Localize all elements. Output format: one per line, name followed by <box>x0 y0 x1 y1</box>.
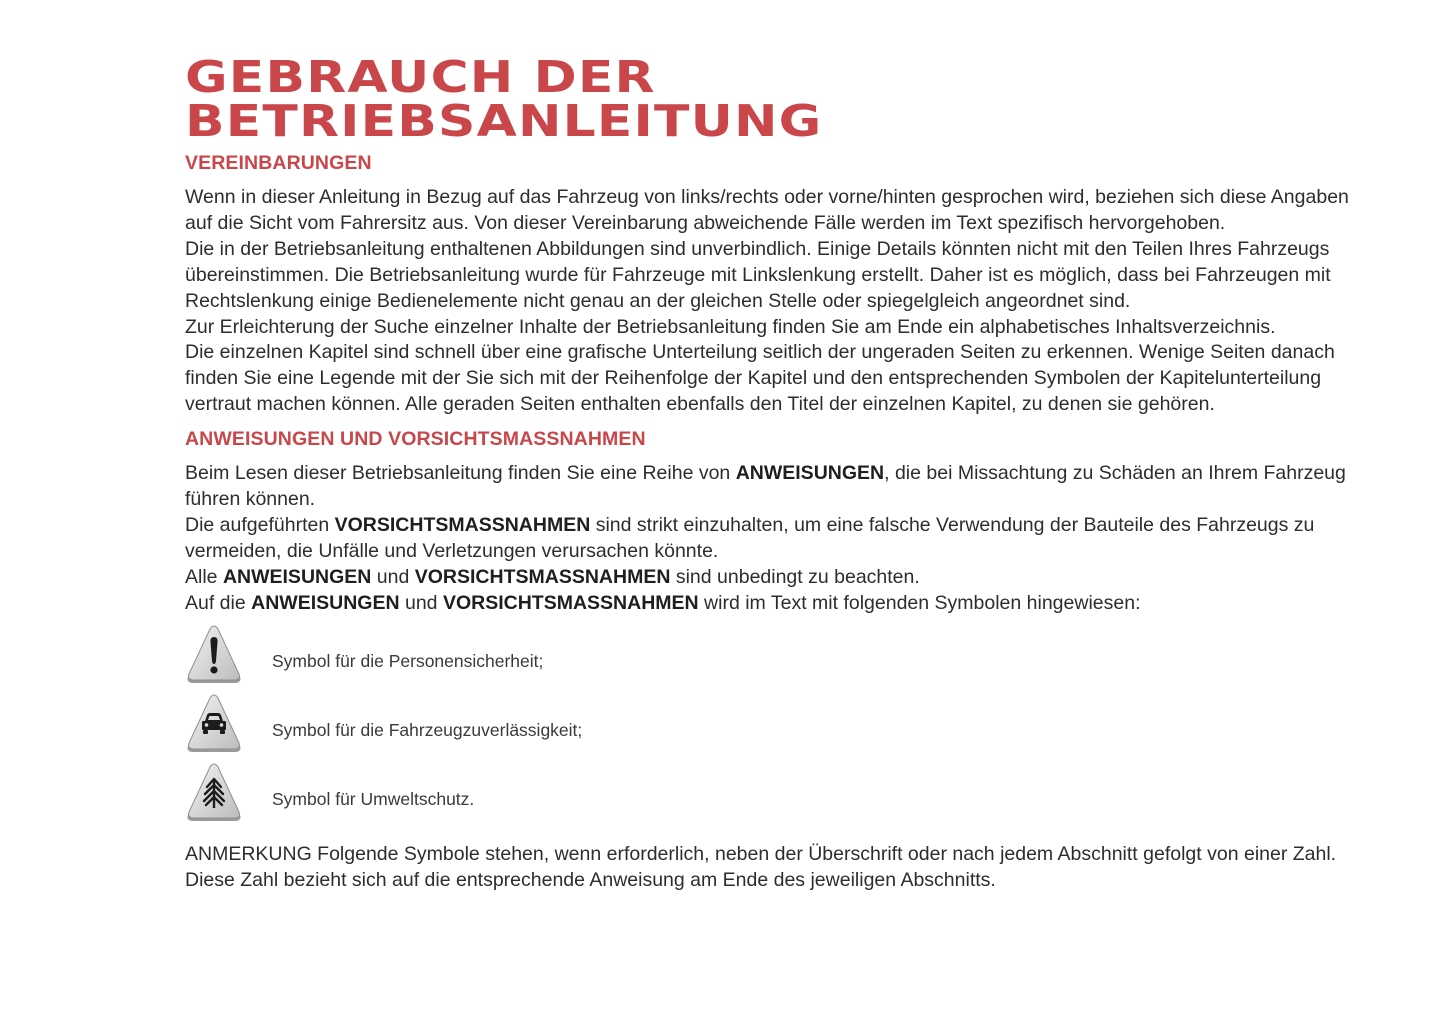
text-run: , die bei Missachtung zu Schäden an Ihrem Fahrzeug führen können. <box>185 462 1346 511</box>
text-run: Die aufgeführten <box>185 513 335 536</box>
paragraph <box>185 565 1350 591</box>
text-run: Auf die <box>185 591 252 614</box>
car-warning-icon <box>185 694 243 756</box>
symbol-legend <box>185 623 1350 828</box>
bold-term: ANWEISUNGEN <box>222 565 372 588</box>
section-heading-anweisungen: ANWEISUNGEN UND VORSICHTSMASSNAHMEN <box>185 428 646 451</box>
symbol-row-environment <box>185 761 1350 828</box>
symbol-row-personal-safety <box>185 623 1350 690</box>
text-run: Beim Lesen dieser Betriebsanleitung finden Sie eine Reihe von <box>185 462 736 485</box>
text-run: sind strikt einzuhalten, um eine falsche Verwendung der Bauteile des Fahrzeugs zu vermeiden, die Unfälle und Verletzungen verursachen könnte. <box>185 513 1315 562</box>
paragraph: Die in der Betriebsanleitung enthaltenen Abbildungen sind unverbindlich. Einige Details könnten nicht mit den Teilen Ihres Fahrzeugs übereinstimmen. Die Betriebsanleitung wurde für Fahrzeuge mit Linkslenkung erstellt. Daher ist es möglich, dass bei Fahrzeugen mit Rechtslenkung einige Bedienelemente nicht genau an der gleichen Stelle oder spiegelgleich angeordnet sind. <box>185 237 1331 312</box>
exclamation-warning-icon <box>185 625 243 687</box>
paragraph: Die einzelnen Kapitel sind schnell über eine grafische Unterteilung seitlich der ungeraden Seiten zu erkennen. Wenige Seiten danach finden Sie eine Legende mit der Sie sich mit der Reihenfolge der Kapitel und den entsprechenden Symbolen der Kapitelunterteilung vertraut machen können. Alle geraden Seiten enthalten ebenfalls den Titel der einzelnen Kapitel, zu denen sie gehören. <box>185 341 1335 416</box>
symbol-row-vehicle-reliability <box>185 692 1350 759</box>
paragraph <box>185 513 1350 565</box>
text-run: wird im Text mit folgenden Symbolen hingewiesen: <box>698 591 1141 614</box>
bold-term: VORSICHTSMASSNAHMEN <box>442 591 699 614</box>
section-body-anweisungen <box>185 461 1350 616</box>
text-run: und <box>399 591 443 614</box>
paragraph <box>185 461 1350 513</box>
symbol-label: Symbol für die Fahrzeugzuverlässigkeit; <box>272 719 583 740</box>
section-heading-vereinbarungen: VEREINBARUNGEN <box>185 152 372 174</box>
text-run: Alle <box>185 565 223 588</box>
text-run: und <box>371 565 415 588</box>
paragraph: Zur Erleichterung der Suche einzelner Inhalte der Betriebsanleitung finden Sie am Ende ein alphabetisches Inhaltsverzeichnis. <box>185 315 1276 338</box>
section-body-vereinbarungen <box>185 185 1350 418</box>
bold-term: VORSICHTSMASSNAHMEN <box>414 565 671 588</box>
bold-term: ANWEISUNGEN <box>735 462 885 485</box>
paragraph: Wenn in dieser Anleitung in Bezug auf das Fahrzeug von links/rechts oder vorne/hinten gesprochen wird, beziehen sich diese Angaben auf die Sicht vom Fahrersitz aus. Von dieser Vereinbarung abweichende Fälle werden im Text spezifisch hervorgehoben. <box>185 186 1349 234</box>
bold-term: ANWEISUNGEN <box>251 591 400 614</box>
paragraph <box>185 591 1350 617</box>
note-paragraph: ANMERKUNG Folgende Symbole stehen, wenn erforderlich, neben der Überschrift oder nach jedem Abschnitt gefolgt von einer Zahl. Diese Zahl bezieht sich auf die entsprechende Anweisung am Ende des jeweiligen Abschnitts. <box>185 842 1337 891</box>
bold-term: VORSICHTSMASSNAHMEN <box>334 513 591 536</box>
text-run: sind unbedingt zu beachten. <box>670 565 920 588</box>
page-title <box>185 52 846 147</box>
manual-page <box>185 52 1350 913</box>
page-title-line-1: GEBRAUCH DER <box>185 52 656 103</box>
symbol-label: Symbol für Umweltschutz. <box>272 788 475 809</box>
tree-environment-icon <box>185 763 243 825</box>
page-title-line-2: BETRIEBSANLEITUNG <box>185 96 823 147</box>
symbol-label: Symbol für die Personensicherheit; <box>272 650 544 671</box>
